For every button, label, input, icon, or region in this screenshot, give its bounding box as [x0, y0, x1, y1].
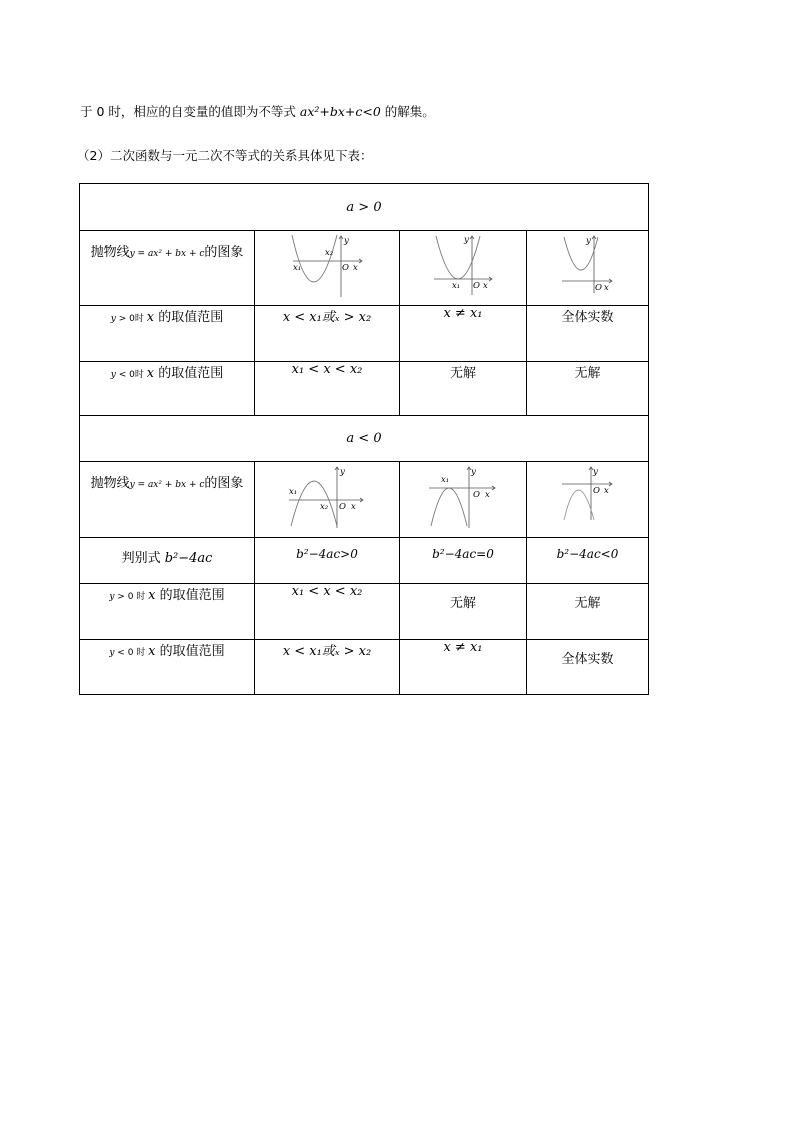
section1-graph-row — [80, 231, 649, 306]
y-positive-label — [80, 306, 255, 362]
y-negative-label — [80, 640, 255, 695]
up-two-roots-positive-range: x < x₁或ₓ > x₂ — [255, 306, 400, 362]
parabola-label — [80, 462, 255, 538]
graph-up-no-root — [527, 231, 649, 306]
discriminant-zero: b²−4ac=0 — [400, 538, 527, 584]
label-rel: > 0时 — [115, 314, 147, 324]
graph-label-x: x — [353, 263, 358, 273]
parabola-label-suffix: 的图象 — [204, 476, 244, 491]
parabola-down-no-root-graph — [558, 464, 618, 530]
graph-label-y: y — [340, 467, 345, 477]
y-negative-label — [80, 362, 255, 416]
label-tail: 的取值范围 — [154, 366, 224, 381]
label-x: x — [148, 588, 156, 603]
graph-down-one-root — [400, 462, 527, 538]
label-tail: 的取值范围 — [155, 644, 225, 659]
graph-label-o: O — [342, 263, 349, 273]
section2-y-negative-row — [80, 640, 649, 695]
graph-label-y: y — [471, 467, 476, 477]
inequality-expr: ax²+bx+c<0 — [299, 104, 381, 119]
section2-graph-row — [80, 462, 649, 538]
graph-label-x1: x₁ — [441, 475, 450, 485]
intro-suffix: 的解集。 — [380, 104, 435, 119]
label-x: x — [146, 310, 155, 325]
section2-header: a < 0 — [80, 416, 649, 462]
graph-label-x1: x₁ — [293, 263, 302, 273]
parabola-up-no-root-graph — [558, 233, 618, 299]
graph-label-x: x — [351, 502, 356, 512]
table-intro: （2）二次函数与一元二次不等式的关系具体见下表： — [77, 148, 373, 163]
discriminant-negative: b²−4ac<0 — [527, 538, 649, 584]
label-y: y — [109, 592, 115, 602]
parabola-expr: y = ax² + bx + c — [129, 249, 205, 259]
graph-label-y: y — [592, 467, 598, 477]
section2-y-positive-row — [80, 584, 649, 640]
section1-y-positive-row — [80, 306, 649, 362]
parabola-label-prefix: 抛物线 — [90, 476, 130, 491]
graph-label-o: O — [473, 281, 480, 291]
discriminant-expr: b²−4ac — [164, 551, 213, 566]
parabola-down-two-roots-graph — [285, 464, 369, 530]
discriminant-positive: b²−4ac>0 — [255, 538, 400, 584]
parabola-expr: y = ax² + bx + c — [129, 480, 205, 490]
graph-label-x: x — [485, 490, 490, 500]
section1-header: a > 0 — [80, 184, 649, 231]
graph-label-o: O — [339, 502, 346, 512]
quadratic-inequality-table — [79, 183, 649, 695]
label-y: y — [110, 314, 116, 324]
up-one-root-negative-range: 无解 — [400, 362, 527, 416]
section2-discriminant-row — [80, 538, 649, 584]
section1-y-negative-row — [80, 362, 649, 416]
graph-label-y: y — [464, 235, 469, 245]
down-one-root-positive-range: 无解 — [400, 584, 527, 640]
graph-label-x1: x₁ — [452, 281, 461, 291]
label-x: x — [146, 366, 155, 381]
parabola-down-one-root-graph — [425, 464, 501, 530]
up-no-root-negative-range: 无解 — [527, 362, 649, 416]
label-x: x — [148, 644, 156, 659]
graph-label-y: y — [585, 236, 591, 246]
label-y: y — [109, 648, 115, 658]
down-no-root-negative-range: 全体实数 — [527, 640, 649, 695]
down-two-roots-negative-range: x < x₁或ₓ > x₂ — [255, 640, 400, 695]
graph-label-x2: x₂ — [325, 248, 334, 258]
discriminant-label — [80, 538, 255, 584]
up-no-root-positive-range: 全体实数 — [527, 306, 649, 362]
graph-label-o: O — [473, 490, 480, 500]
intro-prefix: 于 0 时，相应的自变量的值即为不等式 — [80, 104, 300, 119]
down-two-roots-positive-range: x₁ < x < x₂ — [255, 584, 400, 640]
label-rel: < 0 时 — [114, 648, 149, 658]
label-tail: 的取值范围 — [155, 588, 225, 603]
graph-label-x: x — [603, 486, 609, 496]
parabola-up-two-roots-graph — [287, 233, 367, 299]
up-two-roots-negative-range: x₁ < x < x₂ — [255, 362, 400, 416]
graph-label-x2: x₂ — [320, 502, 329, 512]
parabola-up-one-root-graph — [428, 233, 498, 299]
graph-label-o: O — [592, 486, 600, 496]
section1-header-row — [80, 184, 649, 231]
graph-down-two-roots — [255, 462, 400, 538]
graph-label-o: O — [594, 283, 602, 293]
intro-sentence — [80, 102, 435, 120]
graph-down-no-root — [527, 462, 649, 538]
section2-header-row — [80, 416, 649, 462]
graph-up-one-root — [400, 231, 527, 306]
graph-up-two-roots — [255, 231, 400, 306]
parabola-label-prefix: 抛物线 — [90, 245, 130, 260]
graph-label-y: y — [344, 236, 349, 246]
parabola-label-suffix: 的图象 — [204, 245, 244, 260]
label-rel: > 0 时 — [114, 592, 149, 602]
label-tail: 的取值范围 — [154, 310, 224, 325]
discriminant-prefix: 判别式 — [121, 551, 165, 566]
label-y: y — [110, 370, 116, 380]
down-one-root-negative-range: x ≠ x₁ — [400, 640, 527, 695]
graph-label-x1: x₁ — [289, 487, 298, 497]
parabola-label — [80, 231, 255, 306]
up-one-root-positive-range: x ≠ x₁ — [400, 306, 527, 362]
down-no-root-positive-range: 无解 — [527, 584, 649, 640]
graph-label-x: x — [603, 283, 609, 293]
graph-label-x: x — [483, 281, 488, 291]
label-rel: < 0时 — [115, 370, 147, 380]
y-positive-label — [80, 584, 255, 640]
